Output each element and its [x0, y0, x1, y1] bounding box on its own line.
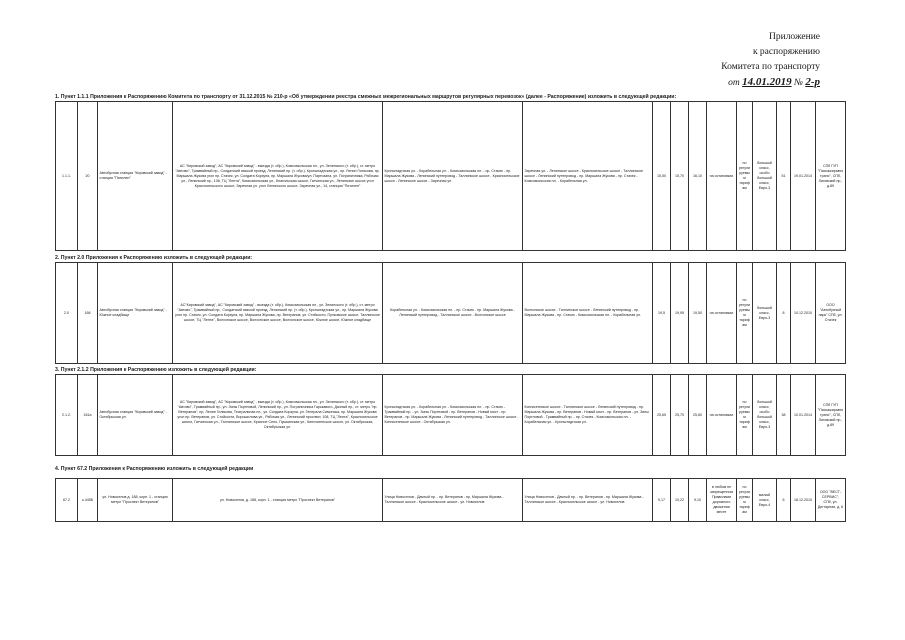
cell-stops: ул. Новоселов, д. 188, корп. 1 - станция метро "Проспект Ветеранов"	[173, 479, 383, 522]
cell-streets-back: Волхонское шоссе - Таллинское шоссе - Ленинский путепровод - пр. Маршала Жукова - пр. Стачек - Комсомольская пл. - Корабельная ул.	[523, 263, 653, 364]
approval-order: к распоряжению	[752, 47, 820, 57]
cell-length-3: 25,60	[689, 375, 707, 456]
section-4-heading: 4. Пункт 67.2 Приложения к Распоряжению изложить в следующей редакции	[55, 466, 254, 472]
cell-length-3: 19,50	[689, 263, 707, 364]
cell-streets-back: Улица Новоселов - Дачный пр. - пр. Ветеранов - пр. Маршала Жукова - Таллинское шоссе - Красносельское шоссе - ул. Новоселов	[523, 479, 653, 522]
cell-carrier: СПб ГУП "Пассажиравтотранс", СПб, Лиговский пр., д.89	[816, 375, 846, 456]
cell-start-date: 10.12.2010	[791, 263, 816, 364]
cell-count: 6	[777, 479, 791, 522]
cell-num: 2.1.2.	[56, 375, 78, 456]
table-row	[56, 263, 846, 364]
cell-length-2: 10,22	[671, 479, 689, 522]
approval-date-prefix: от	[728, 78, 740, 88]
cell-stop-mode: на остановках	[707, 263, 737, 364]
cell-num: 67.2	[56, 479, 78, 522]
cell-name: Автобусная станция "Кировский завод" - станция "Пятилеп"	[98, 102, 173, 251]
cell-count: 8	[777, 263, 791, 364]
section-1-table	[55, 101, 846, 251]
table-row	[56, 375, 846, 456]
cell-name: ул. Новоселов д. 188, корп. 1 - станция метро "Проспект Ветеранов"	[98, 479, 173, 522]
cell-streets-forward: Улица Новоселов - Дачный пр. - пр. Ветеранов - пр. Маршала Жукова - Таллинское шоссе - Красносельское шоссе - ул. Новоселов	[383, 479, 523, 522]
cell-vehicle: большой класс, особо большой класс, Евро-3	[753, 375, 777, 456]
cell-stops: АС "Кировский завод", АС "Кировский завод" - выезда (т. обр.), Комсомольская пл., ул. Зелинского (т. обр.), ст. метро "Автово", Трамвайный пр., Солдатский ямской проезд, Ленинский пр. (т. обр.), Кронштадтская ул., пр. Ленин Голикова, пр. Маршала Жукова угол пр. Стачек, ул. Солдата Корзуна, пр. Маршала Жукова/ул. Партизана, ул. Пограничника, Рабочая ул., Ленинский пр., 108, ТЦ "Лента", Комсомольская ул., Кпагольская шоссе, Гатчинская ул., Ленинское шоссе угол Красносельского шоссе, Заречная ул. угол Ленинского шоссе, Заречная ул., 14, станция "Пятилеп"	[173, 102, 383, 251]
cell-tariff: по регулируемым тарифам	[737, 102, 753, 251]
table-row	[56, 479, 846, 522]
cell-streets-back: Кингисеппское шоссе - Таллинское шоссе - Ленинский путепровод - пр. Маршала Жукова - пр. Ветеранов - Новый мост - пр. Ветеранов - ул. Зины Портновой - Трамвайный пр. - пр. Стачек - Комсомольская пл. - Корабельная ул. - Кронштадтская ул.	[523, 375, 653, 456]
cell-stops: АС"Кировский завод", АС "Кировский завод" - выезда (т. обр.), Комсомольская пл., ул. Зелинского (т. обр.), ст. метро "Автово", Трамвайный пр., Солдатский ямской проезд, Ленинский пр. (т. обр.), Кронштадтская ул., пр. Маршала Жукова угол пр. Стачек, ул. Солдата Корзуна, пр. Маршала Жукова, пр. Ветеранов, ул. Стойкости, Пулковское шоссе, Таллинское шоссе, ТЦ "Лента", Волхонское шоссе, Волхонское шоссе, Волхонское шоссе, Южное шоссе, Южное кладбище	[173, 263, 383, 364]
cell-start-date: 18.12.2010	[791, 479, 816, 522]
cell-carrier: СПб ГУП "Пассажиравтотранс", СПб, Лиговский пр., д.89	[816, 102, 846, 251]
section-4-table	[55, 478, 846, 522]
approval-block	[640, 30, 820, 91]
approval-number-prefix: №	[793, 78, 803, 88]
cell-stop-mode: на остановках	[707, 102, 737, 251]
cell-length-1: 25,65	[653, 375, 671, 456]
cell-length-3: 16,10	[689, 102, 707, 251]
section-3-heading: 3. Пункт 2.1.2 Приложения к Распоряжению изложить в следующей редакции:	[55, 367, 257, 373]
cell-carrier: ООО "ВЕСТ-СЕРВИС", СПб, ул. Дегтярная, д. 6	[816, 479, 846, 522]
cell-name: Автобусная станция "Кировский завод" - Южное кладбище	[98, 263, 173, 364]
cell-route: 181а	[78, 375, 98, 456]
cell-count: 51	[777, 102, 791, 251]
approval-date-line	[640, 75, 820, 91]
cell-length-1: 9,17	[653, 479, 671, 522]
section-2-table	[55, 262, 846, 364]
cell-stops: АС "Кировский завод", АС "Кировский завод" - выезда (т. обр.), Комсомольская пл., ул. Зелинского (т. обр.), ст. метро "Автово", Трамвайный пр., ул. Зины Портновой, Ленинский пр., ул. Пограничника Гарькавого, Дачный пр., ст. метро "пр. Ветеранов", пр. Ленин Голикова, Театральная пл., ул. Солдата Корзуна, ул. Генерала Симоняка, пр. Маршала Жукова угол пр. Ветеранов, ул. Стойкости, Ворошилова ул., Рабочая ул., Ленинский проспект, 108, ТЦ "Лента", Красносельское шоссе, Гатчинская ул., Таллинское шоссе, Красное Село, Пушкинская ул., Кингисеппское шоссе, ул. Октябрьская, Октябрьская ул.	[173, 375, 383, 456]
cell-carrier: ООО "Автобусный парк" СПб, ул. Стачек	[816, 263, 846, 364]
cell-length-2: 25,70	[671, 375, 689, 456]
cell-vehicle: малый класс, Евро-4	[753, 479, 777, 522]
cell-streets-back: Заречная ул. - Ленинское шоссе - Красносельское шоссе - Таллинское шоссе - Ленинский путепровод - пр. Маршала Жукова - пр. Стачек - Комсомольская пл. - Корабельная ул.	[523, 102, 653, 251]
cell-route: 168	[78, 263, 98, 364]
cell-streets-forward: Кронштадтская ул. - Корабельная ул. - Комсомольская пл. - пр. Стачек - пр. Маршала Жукова - Ленинский путепровод - Таллинское шоссе - Красносельское шоссе - Ленинское шоссе - Заречная ул.	[383, 102, 523, 251]
cell-tariff: по регулируемым тарифам	[737, 375, 753, 456]
cell-start-date: 19.01.2014	[791, 102, 816, 251]
cell-stop-mode: на остановках	[707, 375, 737, 456]
cell-vehicle: большой класс, Евро-3	[753, 263, 777, 364]
cell-start-date: 10.01.2014	[791, 375, 816, 456]
section-3-table	[55, 374, 846, 456]
section-1-heading: 1. Пункт 1.1.1 Приложения к Распоряжению Комитета по транспорту от 31.12.2015 № 210-р «Об утверждении реестра смежных межрегиональных маршрутов регулярных перевозок» (далее - Распоряжение) изложить в следующей редакции:	[55, 94, 677, 100]
approval-committee: Комитета по транспорту	[721, 62, 820, 72]
cell-count: 38	[777, 375, 791, 456]
approval-number: 2-р	[805, 76, 820, 88]
section-2-heading: 2. Пункт 2.0 Приложения к Распоряжению изложить в следующей редакции:	[55, 255, 253, 261]
cell-tariff: по регулируемым тарифам	[737, 479, 753, 522]
cell-length-1: 15,50	[653, 102, 671, 251]
cell-length-2: 15,70	[671, 102, 689, 251]
cell-length-1: 19,5	[653, 263, 671, 364]
approval-title: Приложение	[769, 32, 820, 42]
table-row	[56, 102, 846, 251]
approval-date: 14.01.2019	[742, 76, 792, 88]
cell-tariff: по регулируемым тарифам	[737, 263, 753, 364]
cell-num: 2.0	[56, 263, 78, 364]
cell-name: Автобусная станция "Кировский завод" - Октябрьская ул.	[98, 375, 173, 456]
cell-route: 20	[78, 102, 98, 251]
cell-streets-forward: Кронштадтская ул. - Корабельная ул. - Комсомольская пл. - пр. Стачек - Трамвайный пр. - ул. Зины Портновой - пр. Ветеранов - Новый мост - пр. Ветеранов - пр. Маршала Жукова - Ленинский путепровод - Таллинское шоссе - Кингисеппское шоссе - Октябрьская ул.	[383, 375, 523, 456]
cell-num: 1.1.1.	[56, 102, 78, 251]
cell-vehicle: большой класс, особо большой класс, Евро-3	[753, 102, 777, 251]
cell-streets-forward: Корабельная ул. - Комсомольская пл. - пр. Стачек - пр. Маршала Жукова - Ленинский путепровод - Таллинское шоссе - Волхонское шоссе	[383, 263, 523, 364]
cell-length-2: 19,95	[671, 263, 689, 364]
cell-route: к-445Б	[78, 479, 98, 522]
cell-stop-mode: в любом не запрещенном Правилами дорожного движения месте	[707, 479, 737, 522]
cell-length-3: 9,10	[689, 479, 707, 522]
